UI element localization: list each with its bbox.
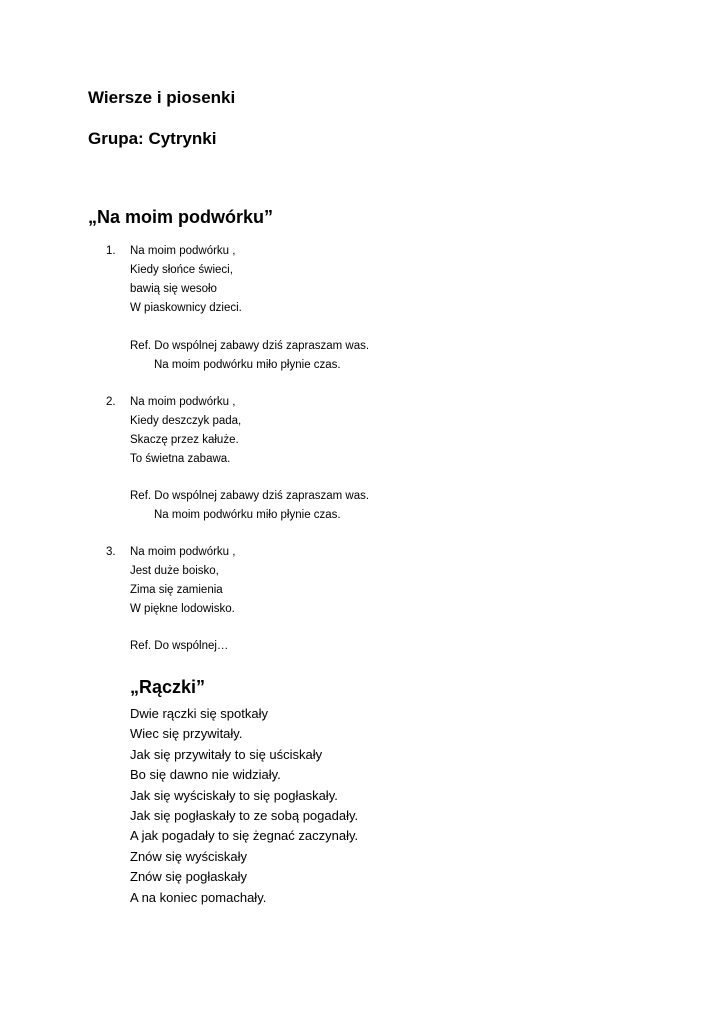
poem-line: Jak się wyściskały to się pogłaskały. [130,787,338,803]
stanza-line: Skaczę przez kałuże. [130,434,239,446]
stanza-line: W piękne lodowisko. [130,603,235,615]
stanza-line: W piaskownicy dzieci. [130,302,242,314]
poem-line: Dwie rączki się spotkały [130,706,268,721]
stanza-line: Na moim podwórku , [130,546,236,558]
stanza-3 [106,543,235,619]
poem-line: A na koniec pomachały. [130,889,267,905]
group-name: Grupa: Cytrynki [88,129,217,148]
poem-line: Wiec się przywitały. [130,726,243,742]
song-title-raczki: „Rączki” [130,677,206,697]
refrain-3 [130,637,228,656]
refrain-line: Na moim podwórku miło płynie czas. [154,359,341,371]
stanza-line: Na moim podwórku , [130,245,236,257]
poem-raczki [130,704,358,908]
stanza-line: Jest duże boisko, [130,565,219,577]
stanza-2 [106,393,241,469]
document-title: Wiersze i piosenki [88,88,236,107]
stanza-number: 3. [106,546,116,558]
poem-line: Znów się pogłaskały [130,869,248,885]
stanza-line: Kiedy słońce świeci, [130,264,233,276]
refrain-line: Ref. Do wspólnej zabawy dziś zapraszam was. [130,340,370,352]
refrain-line: Na moim podwórku miło płynie czas. [154,509,341,521]
stanza-line: Zima się zamienia [130,584,223,596]
refrain-1 [130,337,369,375]
stanza-line: bawią się wesoło [130,283,217,295]
refrain-line: Ref. Do wspólnej zabawy dziś zapraszam was. [130,490,370,502]
stanza-line: Na moim podwórku , [130,396,236,408]
song-title-na-moim-podworku: „Na moim podwórku” [88,207,274,227]
poem-line: Bo się dawno nie widziały. [130,767,281,783]
stanza-number: 1. [106,245,116,257]
stanza-number: 2. [106,396,116,408]
poem-line: A jak pogadały to się żegnać zaczynały. [130,828,359,844]
poem-line: Jak się przywitały to się uściskały [130,746,323,762]
poem-line: Znów się wyściskały [130,848,248,864]
refrain-line: Ref. Do wspólnej… [130,640,229,652]
poem-line: Jak się pogłaskały to ze sobą pogadały. [130,808,359,824]
stanza-line: To świetna zabawa. [130,453,231,465]
stanza-1 [106,242,242,318]
refrain-2 [130,487,369,525]
stanza-line: Kiedy deszczyk pada, [130,415,242,427]
